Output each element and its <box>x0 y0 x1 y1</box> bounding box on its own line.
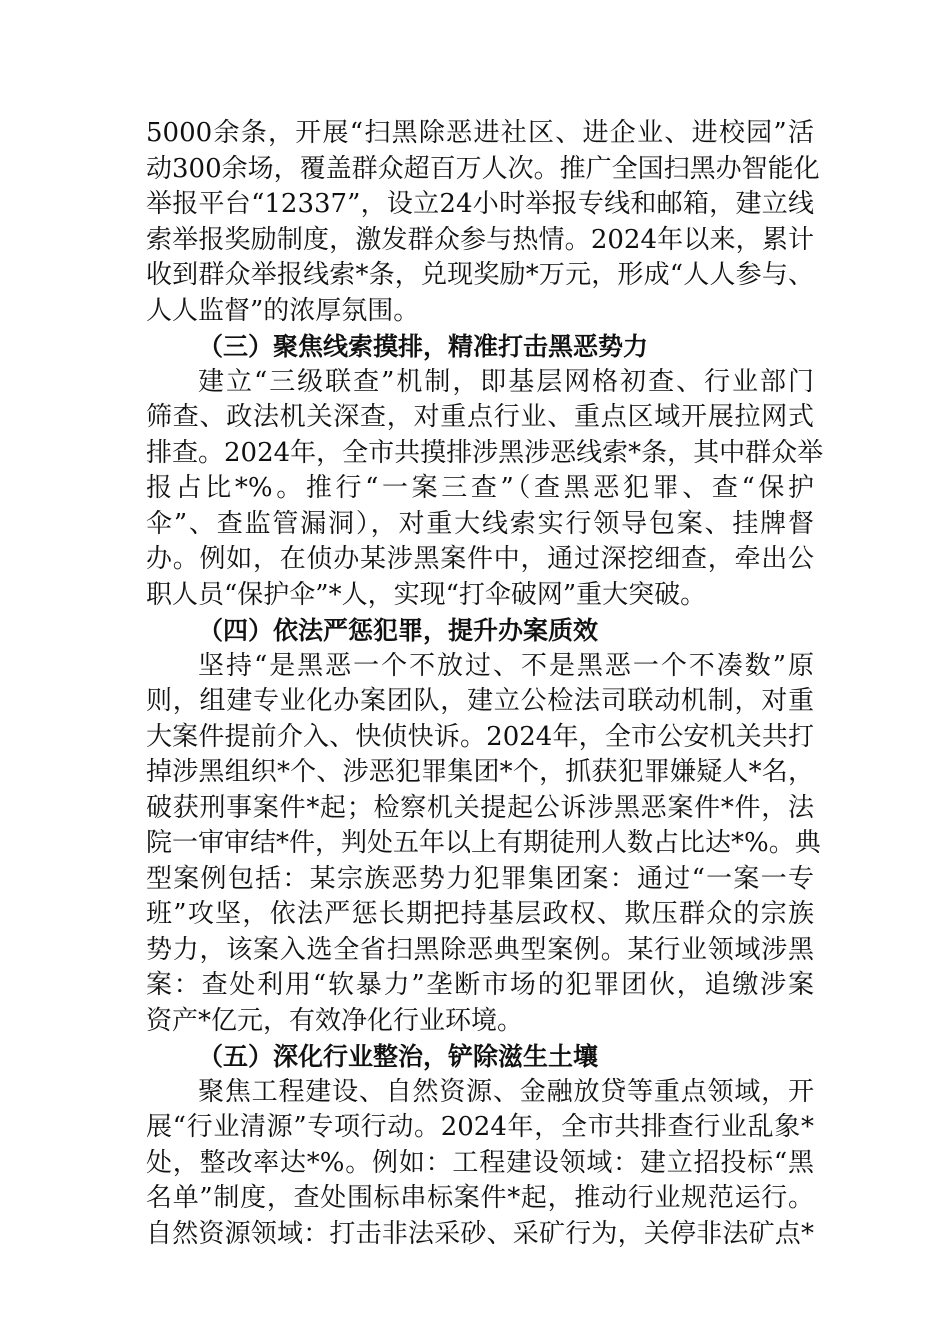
text-line: 则，组建专业化办案团队，建立公检法司联动机制，对重 <box>146 686 814 716</box>
text-line: 案：查处利用“软暴力”垄断市场的犯罪团伙，追缴涉案 <box>146 970 814 1000</box>
text-line: 处，整改率达*%。例如：工程建设领域：建立招投标“黑 <box>146 1147 814 1178</box>
text-line: 坚持“是黑恶一个不放过、不是黑恶一个不凑数”原 <box>198 650 814 681</box>
heading-text: （五）深化行业整治，铲除滋生土壤 <box>198 1042 599 1071</box>
text-line: 建立“三级联查”机制，即基层网格初查、行业部门 <box>198 366 814 397</box>
text-line: 聚焦工程建设、自然资源、金融放贷等重点领域，开 <box>198 1076 814 1107</box>
text-line: 势力，该案入选全省扫黑除恶典型案例。某行业领域涉黑 <box>146 934 814 965</box>
heading-text: （三）聚焦线索摸排，精准打击黑恶势力 <box>198 332 649 361</box>
text-line: 展“行业清源”专项行动。2024年，全市共排查行业乱象* <box>146 1112 814 1142</box>
text-line: 院一审审结*件，判处五年以上有期徒刑人数占比达*%。典 <box>146 828 821 858</box>
section-heading <box>146 613 814 649</box>
text-line: 人人监督”的浓厚氛围。 <box>146 295 420 326</box>
text-line: 破获刑事案件*起；检察机关提起公诉涉黑恶案件*件，法 <box>146 792 814 823</box>
text-line: 举报平台“12337”，设立24小时举报专线和邮箱，建立线 <box>146 189 814 219</box>
body-paragraph <box>146 116 820 329</box>
text-line: 筛查、政法机关深查，对重点行业、重点区域开展拉网式 <box>146 402 814 432</box>
text-line: 5000余条，开展“扫黑除恶进社区、进企业、进校园”活 <box>146 118 814 148</box>
text-line: 自然资源领域：打击非法采砂、采矿行为，关停非法矿点* <box>146 1218 814 1249</box>
text-line: 职人员“保护伞”*人，实现“打伞破网”重大突破。 <box>146 579 707 610</box>
text-line: 资产*亿元，有效净化行业环境。 <box>146 1005 524 1036</box>
text-line: 班”攻坚，依法严惩长期把持基层政权、欺压群众的宗族 <box>146 899 814 929</box>
document-body <box>146 116 824 1252</box>
body-paragraph <box>146 365 824 614</box>
text-line: 型案例包括：某宗族恶势力犯罪集团案：通过“一案一专 <box>146 863 814 894</box>
text-line: 索举报奖励制度，激发群众参与热情。2024年以来，累计 <box>146 224 814 255</box>
section-heading <box>146 1039 814 1075</box>
section-heading <box>146 329 814 365</box>
text-line: 伞”、查监管漏洞），对重大线索实行领导包案、挂牌督 <box>146 508 814 539</box>
text-line: 收到群众举报线索*条，兑现奖励*万元，形成“人人参与、 <box>146 260 814 290</box>
heading-text: （四）依法严惩犯罪，提升办案质效 <box>198 616 599 645</box>
text-line: 办。例如，在侦办某涉黑案件中，通过深挖细查，牵出公 <box>146 544 814 574</box>
body-paragraph <box>146 1075 814 1253</box>
body-paragraph <box>146 649 821 1040</box>
text-line: 掉涉黑组织*个、涉恶犯罪集团*个，抓获犯罪嫌疑人*名， <box>146 757 814 787</box>
text-line: 动300余场，覆盖群众超百万人次。推广全国扫黑办智能化 <box>146 153 820 184</box>
text-line: 报占比*%。推行“一案三查”（查黑恶犯罪、查“保护 <box>146 473 814 503</box>
text-line: 大案件提前介入、快侦快诉。2024年，全市公安机关共打 <box>146 721 814 752</box>
text-line: 名单”制度，查处围标串标案件*起，推动行业规范运行。 <box>146 1183 814 1213</box>
text-line: 排查。2024年，全市共摸排涉黑涉恶线索*条，其中群众举 <box>146 437 824 468</box>
